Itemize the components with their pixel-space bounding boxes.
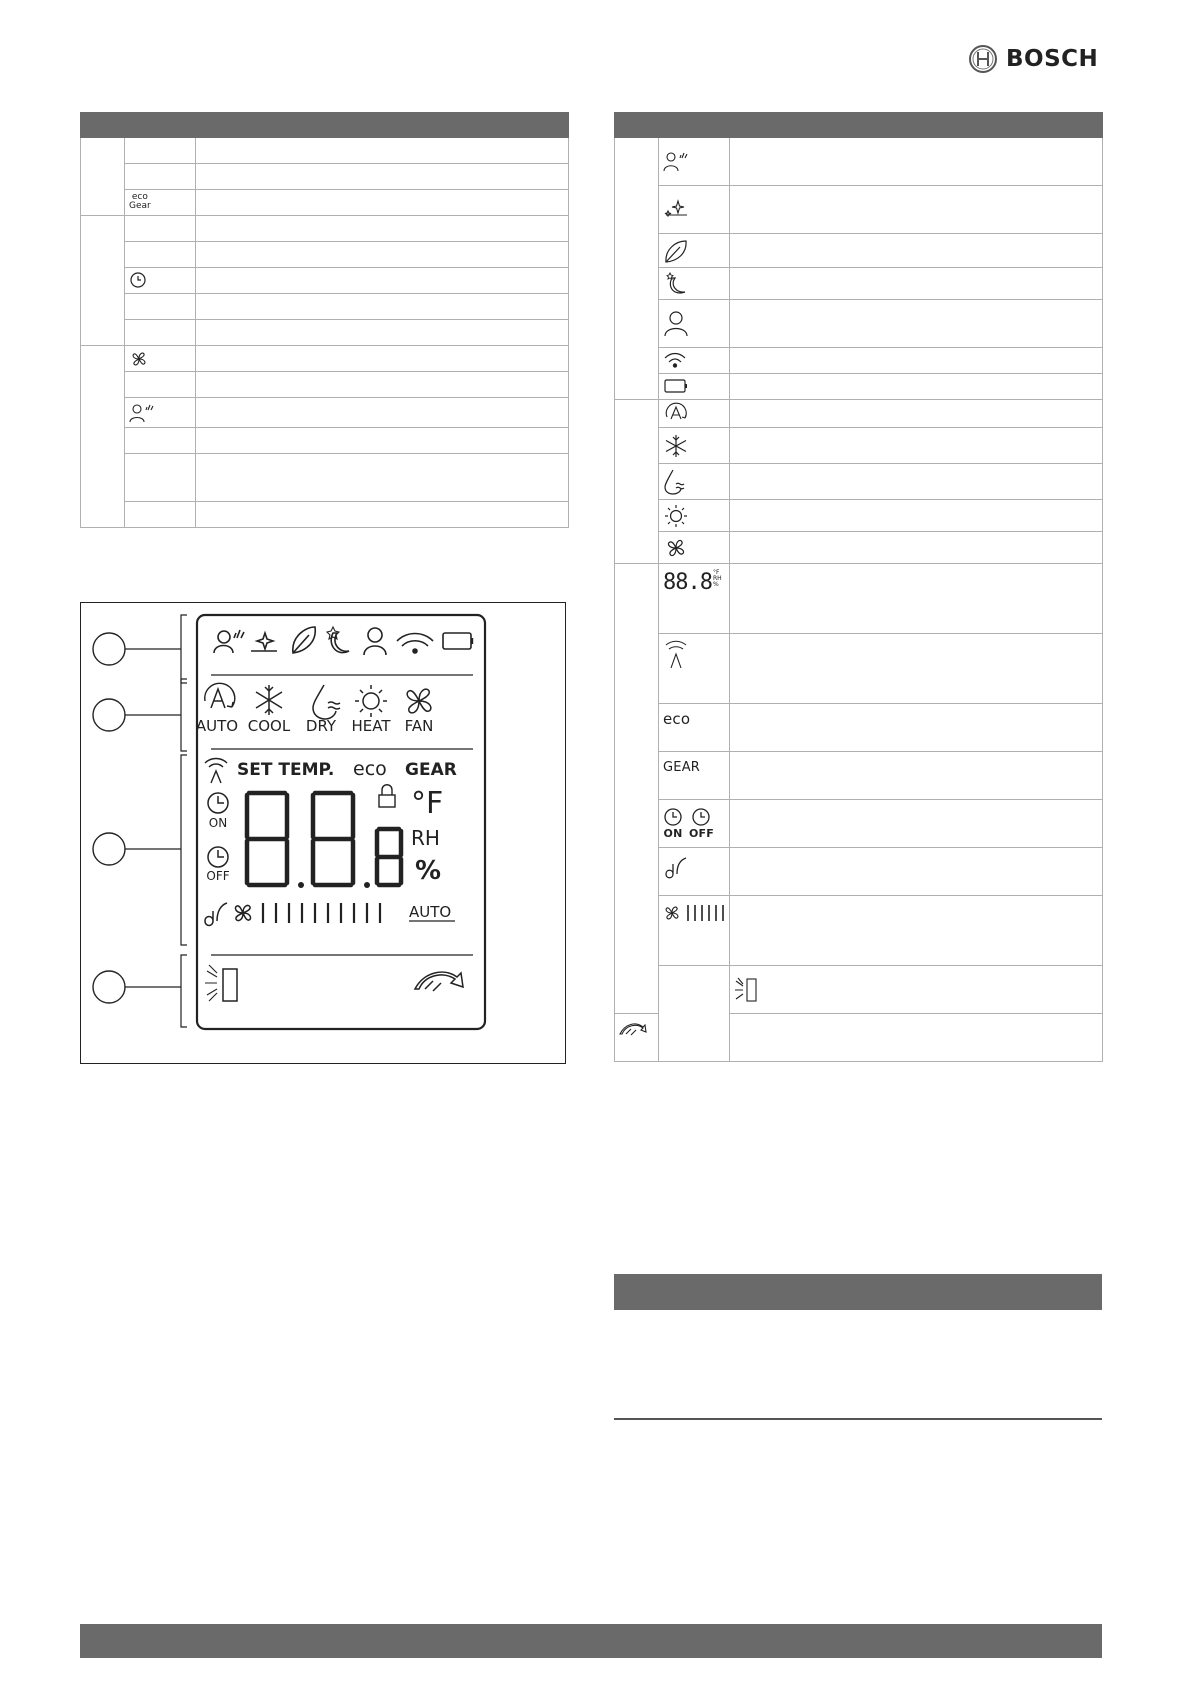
table-row [615, 234, 1103, 268]
mode-label-auto: AUTO [195, 717, 239, 735]
digits-icon [663, 570, 722, 595]
note-header-bar [614, 1274, 1102, 1310]
timer-off-text: OFF [689, 827, 714, 840]
sleep-moon-icon [663, 271, 689, 297]
purify-sparkle-icon [663, 197, 689, 223]
bosch-armature-icon [968, 44, 998, 74]
eco-label: eco [353, 758, 387, 780]
table-row [81, 428, 569, 454]
table-row [615, 634, 1103, 704]
table-row [615, 400, 1103, 428]
fan-speed-bars-icon [663, 902, 727, 924]
heat-sun-icon [663, 503, 689, 529]
gear-text: Gear [129, 200, 151, 211]
timer-off-clock-icon [691, 807, 711, 827]
callout-4 [93, 971, 125, 1003]
eco-gear-icon [129, 193, 151, 211]
unit-rh: RH [411, 826, 440, 850]
table-row [615, 800, 1103, 848]
person-airflow-icon [663, 149, 689, 175]
send-signal-icon [619, 1020, 647, 1038]
table-row [81, 164, 569, 190]
table-row [81, 502, 569, 528]
footer-bar [80, 1624, 1102, 1658]
eco-icon: eco [663, 710, 691, 728]
table-row [615, 268, 1103, 300]
table-row [615, 138, 1103, 186]
table-row [81, 242, 569, 268]
lcd-panel [197, 615, 485, 1029]
table-row [81, 190, 569, 216]
fan-mode-icon [663, 535, 689, 561]
left-spec-table [80, 112, 569, 528]
table-row [81, 346, 569, 372]
table-header-row [81, 113, 569, 138]
callout-2 [93, 699, 125, 731]
cool-snowflake-icon [663, 433, 689, 459]
table-row [615, 428, 1103, 464]
quiet-icon [663, 856, 689, 880]
table-row [81, 320, 569, 346]
table-row [615, 896, 1103, 966]
table-row [81, 454, 569, 502]
auto-mode-icon [663, 401, 689, 427]
mode-label-fan: FAN [404, 717, 434, 735]
unit-percent: % [415, 856, 442, 886]
leaf-icon [663, 238, 689, 264]
table-row [81, 268, 569, 294]
table-row [615, 464, 1103, 500]
table-row [81, 294, 569, 320]
table-row [615, 532, 1103, 564]
table-row [81, 398, 569, 428]
dry-droplet-icon [663, 468, 689, 496]
battery-icon [663, 378, 689, 394]
person-icon [663, 310, 689, 338]
unit-fahrenheit: °F [411, 786, 444, 821]
display-diagram [81, 603, 565, 1063]
table-row [81, 216, 569, 242]
eco-text: eco [131, 191, 148, 202]
table-row [615, 704, 1103, 752]
table-row [615, 186, 1103, 234]
wifi-icon [663, 351, 687, 369]
timer-off-group [689, 807, 714, 840]
timer-on-group [663, 807, 683, 840]
remote-display-figure [80, 602, 566, 1064]
mode-label-cool: COOL [247, 717, 291, 735]
table-row [615, 848, 1103, 896]
right-spec-table [614, 112, 1103, 1062]
display-light-icon [734, 976, 760, 1004]
fan-auto-label: AUTO [409, 903, 452, 921]
table-row [615, 966, 1103, 1014]
table-row [615, 348, 1103, 374]
table-row [615, 752, 1103, 800]
timer-on-text: ON [663, 827, 683, 840]
swing-icon [663, 640, 689, 672]
set-temp-label: SET TEMP. [237, 760, 335, 780]
clock-icon [129, 271, 147, 289]
digits-text: 88.8 [663, 570, 712, 595]
table-row [615, 300, 1103, 348]
mode-label-dry: DRY [305, 717, 337, 735]
mode-label-heat: HEAT [351, 717, 391, 735]
table-row [615, 564, 1103, 634]
fan-icon [129, 349, 149, 369]
gear-label: GEAR [405, 760, 457, 780]
table-row [615, 374, 1103, 400]
person-airflow-icon [129, 402, 155, 424]
callout-1 [93, 633, 125, 665]
table-row [81, 372, 569, 398]
table-row [615, 500, 1103, 532]
gear-icon: GEAR [663, 760, 701, 775]
brand-name: BOSCH [1006, 46, 1099, 72]
note-bottom-rule [614, 1418, 1102, 1420]
callout-3 [93, 833, 125, 865]
units-mini: °F RH % [712, 569, 722, 588]
timer-icons [663, 807, 714, 840]
timer-on-clock-icon [663, 807, 683, 827]
timer-on-label: ON [208, 816, 228, 830]
brand-header [968, 42, 1098, 76]
table-header-row [615, 113, 1103, 138]
timer-off-label: OFF [206, 869, 230, 883]
table-row [81, 138, 569, 164]
